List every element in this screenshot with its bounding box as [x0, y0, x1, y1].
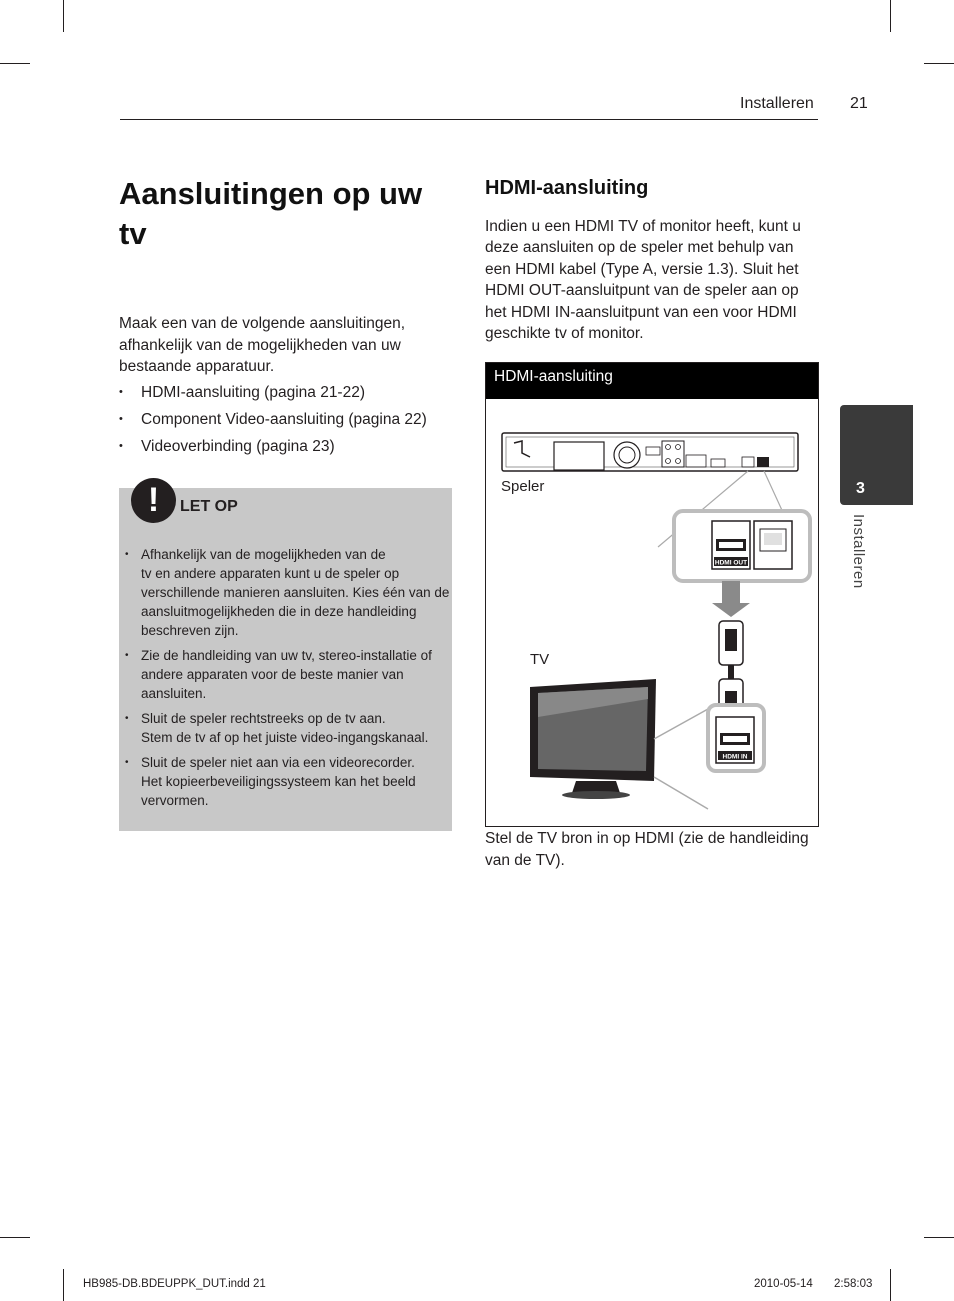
list-item: • HDMI-aansluiting (pagina 21-22) — [119, 382, 449, 403]
list-item: • Component Video-aansluiting (pagina 22) — [119, 409, 449, 430]
intro-bullet-list — [119, 382, 449, 463]
crop-mark — [924, 63, 954, 64]
connection-diagram — [485, 362, 819, 827]
player-label: Speler — [501, 478, 545, 495]
crop-mark — [0, 1237, 30, 1238]
footer-file-name: HB985-DB.BDEUPPK_DUT.indd 21 — [83, 1278, 266, 1290]
diagram-caption: Stel de TV bron in op HDMI (zie de handleiding van de TV). — [485, 830, 809, 869]
caution-box — [119, 481, 452, 831]
list-item: • Sluit de speler niet aan via een videorecorder. Het kopieerbeveiligingssysteem kan het beeld vervormen. — [125, 753, 451, 810]
hdmi-out-zoom — [674, 511, 810, 581]
footer-time: 2:58:03 — [834, 1278, 873, 1290]
chapter-side-label: Installeren — [850, 514, 867, 589]
list-item: • Sluit de speler rechtstreeks op de tv aan. Stem de tv af op het juiste video-ingangskanaal. — [125, 709, 451, 747]
crop-mark — [0, 63, 30, 64]
hdmi-in-port-label: HDMI IN — [722, 753, 748, 761]
footer-date: 2010-05-14 — [754, 1278, 813, 1290]
header-rule — [120, 119, 818, 120]
running-header — [120, 92, 867, 122]
list-item: • Afhankelijk van de mogelijkheden van de tv en andere apparaten kunt u de speler op verschillende manieren aansluiten. Kies één van de aansluitmogelijkheden die in deze handleiding beschreven zijn. — [125, 545, 451, 640]
diagram-header: HDMI-aansluiting — [486, 363, 818, 399]
header-section-name: Installeren — [740, 95, 814, 112]
chapter-number: 3 — [856, 480, 865, 497]
crop-mark — [63, 1269, 64, 1301]
caution-title: LET OP — [180, 498, 238, 515]
list-item: • Zie de handleiding van uw tv, stereo-installatie of andere apparaten voor de beste manier van aansluiten. — [125, 646, 451, 703]
diagram-illustration — [486, 399, 818, 825]
hdmi-out-port-label: HDMI OUT — [714, 559, 748, 567]
crop-mark — [890, 1269, 891, 1301]
intro-paragraph: Maak een van de volgende aansluitingen, afhankelijk van de mogelijkheden van uw bestaande apparatuur. — [119, 315, 406, 375]
caution-list — [125, 545, 451, 816]
tv-label: TV — [530, 651, 550, 668]
crop-mark — [924, 1237, 954, 1238]
page-number: 21 — [850, 95, 868, 112]
list-item: • Videoverbinding (pagina 23) — [119, 436, 449, 457]
hdmi-in-zoom — [708, 705, 764, 771]
player-rear-panel — [502, 433, 798, 471]
tv-illustration — [530, 679, 708, 809]
page-title: Aansluitingen op uw tv — [119, 176, 423, 251]
exclamation-icon: ! — [131, 478, 176, 523]
section-heading: HDMI-aansluiting — [485, 177, 649, 199]
crop-mark — [63, 0, 64, 32]
chapter-tab — [840, 405, 913, 505]
crop-mark — [890, 0, 891, 32]
section-paragraph: Indien u een HDMI TV of monitor heeft, kunt u deze aansluiten op de speler met behulp van een HDMI kabel (Type A, versie 1.3). Sluit het HDMI OUT-aansluitpunt van de speler aan op het HDMI IN-aansluitpunt van een voor HDMI geschikte tv of monitor. — [485, 218, 801, 343]
